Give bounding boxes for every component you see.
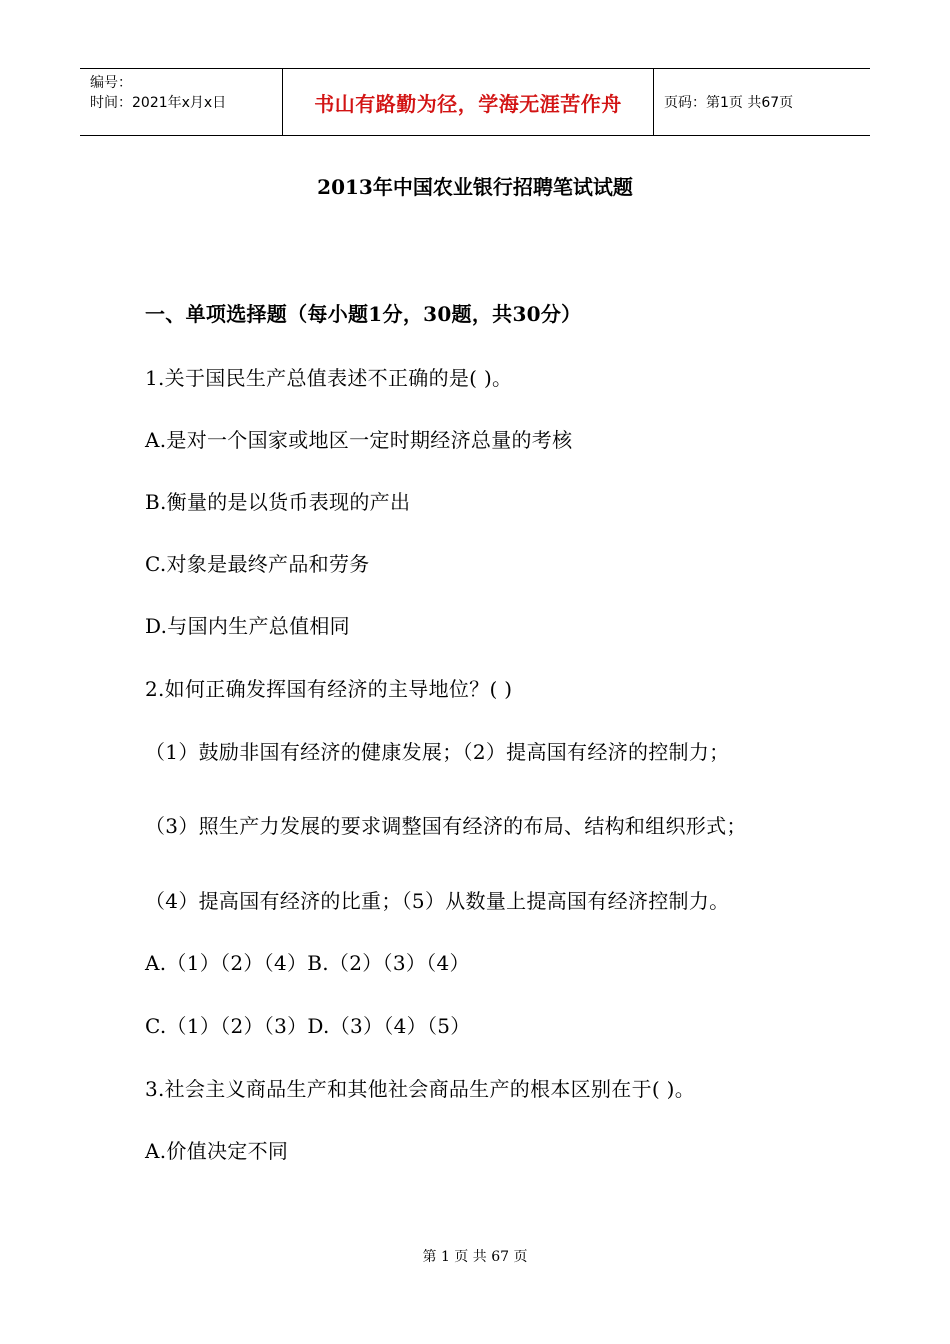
question-2-options-ab: A.（1）（2）（4）B.（2）（3）（4）: [145, 951, 470, 975]
question-2-item-line-1: （1）鼓励非国有经济的健康发展；（2）提高国有经济的控制力；: [145, 740, 730, 764]
question-1-option-b: B.衡量的是以货币表现的产出: [145, 490, 411, 514]
document-number-label: 编号：: [90, 75, 132, 91]
question-2-options-cd: C.（1）（2）（3）D.（3）（4）（5）: [145, 1014, 471, 1038]
header-meta: [80, 69, 282, 135]
header-page-info-cell: [654, 69, 870, 135]
page-header: [80, 68, 870, 136]
section-heading: 一、单项选择题（每小题1分，30题，共30分）: [145, 302, 582, 326]
question-1-option-d: D.与国内生产总值相同: [145, 614, 350, 638]
question-2-item-line-3: （4）提高国有经济的比重；（5）从数量上提高国有经济控制力。: [145, 889, 730, 913]
question-1: 1.关于国民生产总值表述不正确的是( )。: [145, 366, 513, 390]
document-date: 时间：2021年x月x日: [90, 95, 227, 111]
question-1-option-a: A.是对一个国家或地区一定时期经济总量的考核: [145, 428, 573, 452]
motto-text: 书山有路勤为径，学海无涯苦作舟: [314, 91, 622, 116]
page-info: 页码：第1页 共67页: [664, 95, 794, 111]
question-1-option-c: C.对象是最终产品和劳务: [145, 552, 370, 576]
header-motto-cell: [282, 69, 654, 135]
question-3: 3.社会主义商品生产和其他社会商品生产的根本区别在于( )。: [145, 1077, 696, 1101]
page-footer: 第 1 页 共 67 页: [422, 1249, 528, 1265]
question-3-option-a: A.价值决定不同: [145, 1139, 289, 1163]
question-2-item-line-2: （3）照生产力发展的要求调整国有经济的布局、结构和组织形式；: [145, 814, 747, 838]
question-2: 2.如何正确发挥国有经济的主导地位？( ): [145, 677, 513, 701]
document-title: 2013年中国农业银行招聘笔试试题: [317, 175, 633, 199]
